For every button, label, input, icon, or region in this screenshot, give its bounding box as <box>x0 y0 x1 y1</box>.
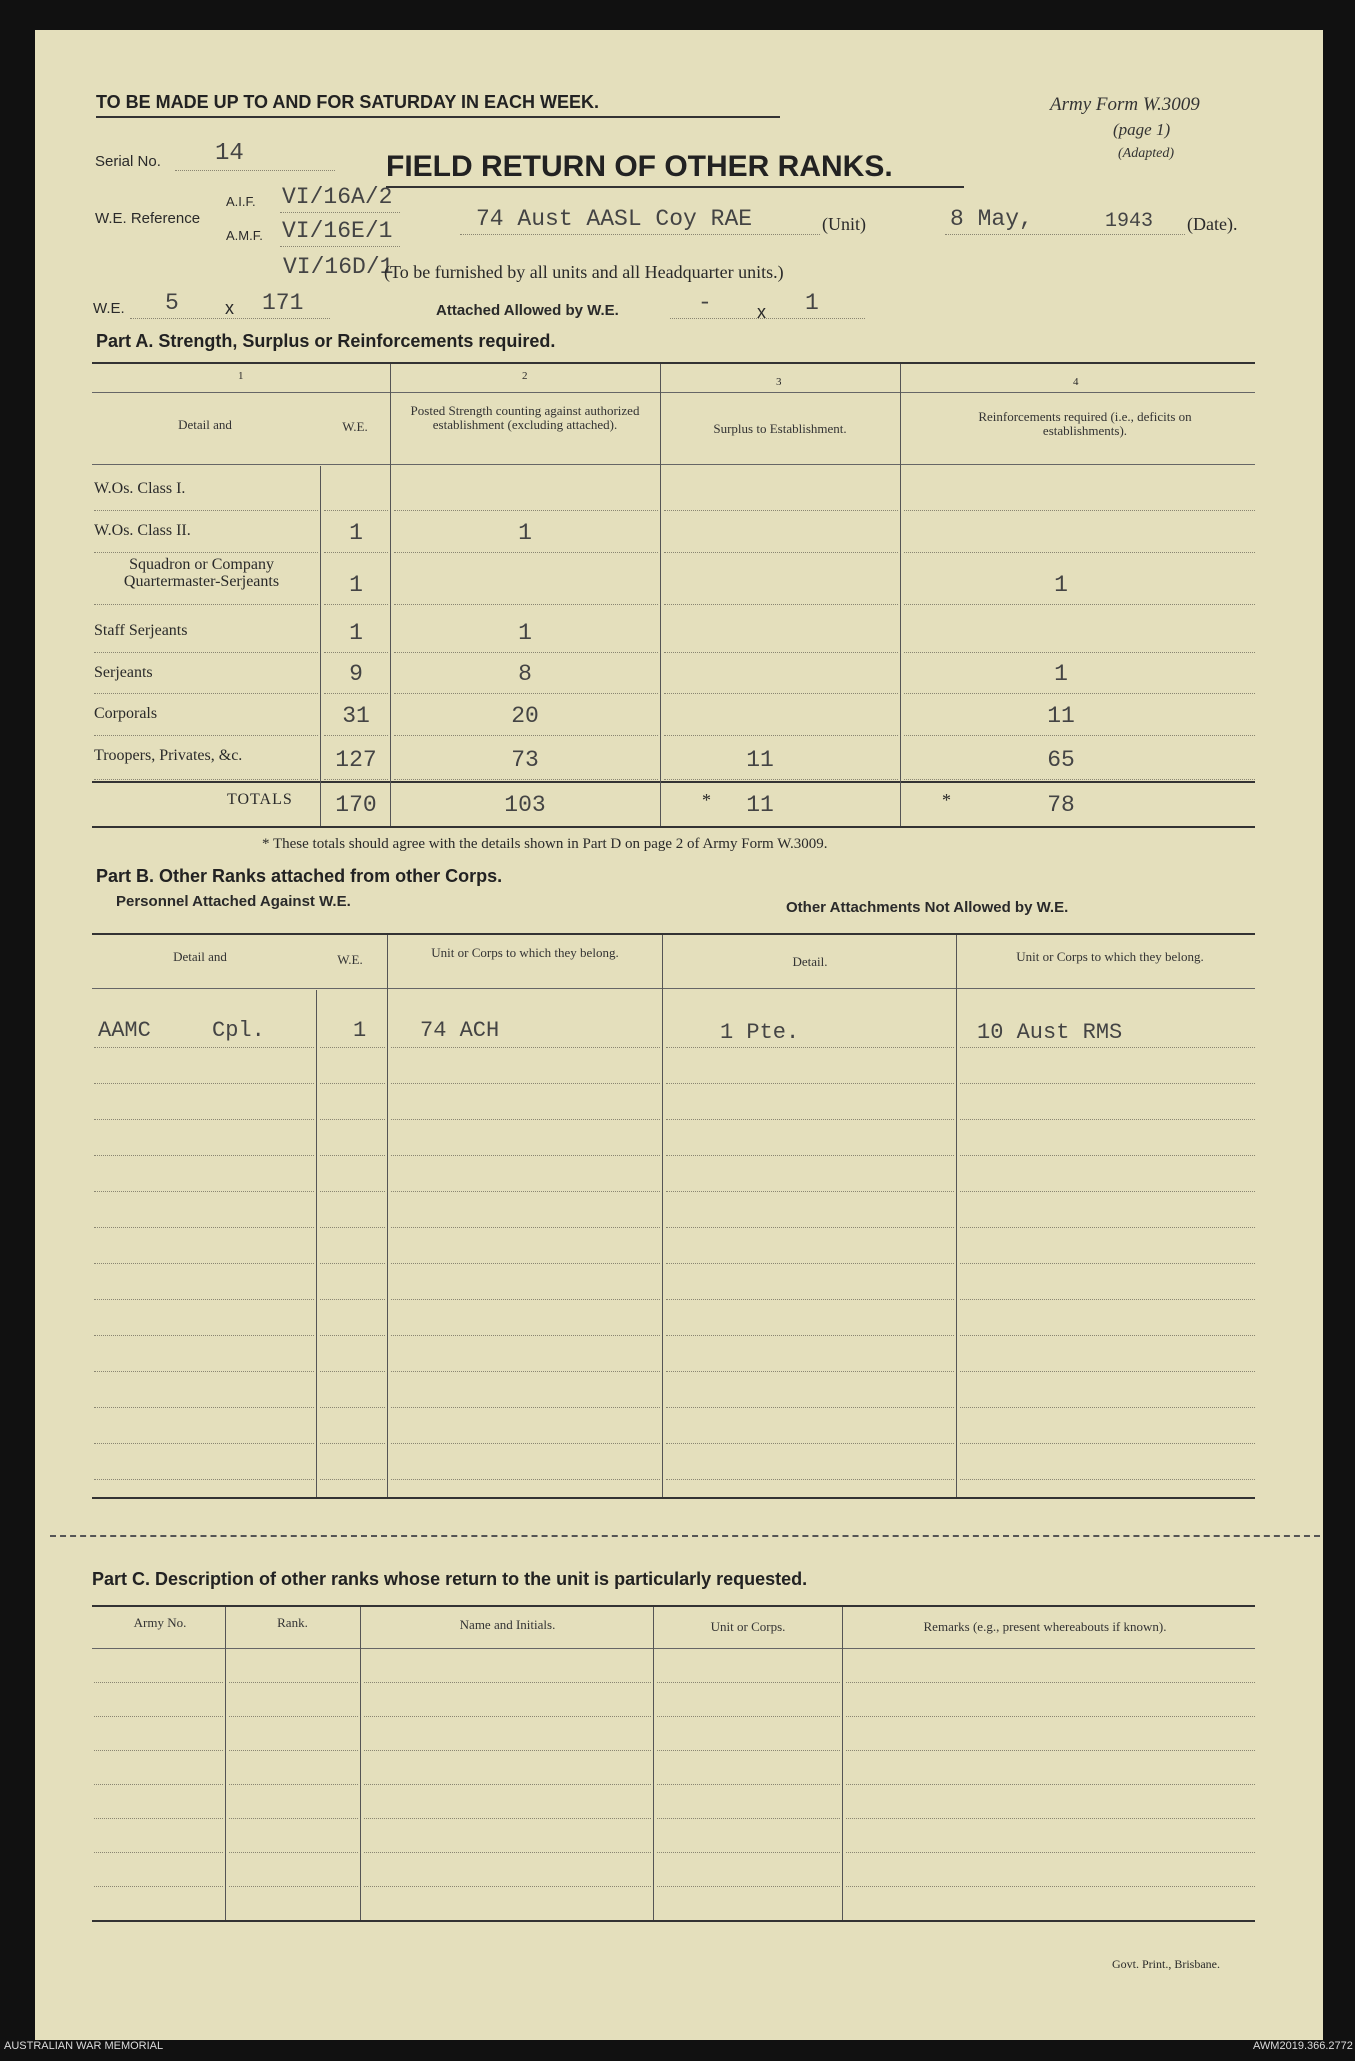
amf-value: VI/16E/1 <box>282 218 393 244</box>
part-b-row-line <box>960 1227 1255 1228</box>
c-header-remarks: Remarks (e.g., present whereabouts if known). <box>923 1619 1167 1634</box>
part-c-row-line <box>364 1750 651 1751</box>
part-a-row-line <box>664 779 898 780</box>
part-a-cell-we: 1 <box>349 520 363 546</box>
part-c-row-line <box>94 1886 223 1887</box>
part-b-row-line <box>666 1335 954 1336</box>
part-c-row-line <box>364 1682 651 1683</box>
part-c-row-line <box>846 1716 1255 1717</box>
part-a-row-line <box>904 779 1255 780</box>
part-b-row-line <box>94 1263 314 1264</box>
part-b-row-line <box>391 1119 660 1120</box>
part-a-row-line <box>394 604 658 605</box>
part-b-row-line <box>94 1047 314 1048</box>
part-c-row-line <box>364 1716 651 1717</box>
part-c-row-line <box>364 1886 651 1887</box>
furnish-note: (To be furnished by all units and all Headquarter units.) <box>384 262 784 282</box>
part-b-row-line <box>666 1299 954 1300</box>
part-c-bottom-rule <box>92 1920 1255 1922</box>
printer-imprint: Govt. Print., Brisbane. <box>1112 1957 1220 1971</box>
part-c-div-2 <box>360 1607 361 1920</box>
part-b-row-line <box>320 1407 385 1408</box>
part-a-row-line <box>94 652 318 653</box>
form-title: FIELD RETURN OF OTHER RANKS. <box>386 150 893 183</box>
part-a-cell-reinf: 1 <box>1054 572 1068 598</box>
part-b-row-line <box>666 1155 954 1156</box>
part-a-row-line <box>904 693 1255 694</box>
part-b-row-line <box>960 1371 1255 1372</box>
part-b-row-line <box>320 1227 385 1228</box>
part-b-row-line <box>960 1047 1255 1048</box>
footer-left: AUSTRALIAN WAR MEMORIAL <box>4 2040 164 2052</box>
part-b-row-line <box>94 1371 314 1372</box>
part-b-row-line <box>320 1479 385 1480</box>
part-b-row-line <box>960 1299 1255 1300</box>
part-a-row-line <box>94 552 318 553</box>
part-a-row-line <box>394 510 658 511</box>
part-c-row-line <box>94 1716 223 1717</box>
b-entry-corps: AAMC <box>98 1018 151 1043</box>
part-b-row-line <box>94 1299 314 1300</box>
part-b-div-1 <box>316 990 317 1497</box>
unit-line <box>460 234 820 235</box>
form-name: Army Form W.3009 <box>1050 94 1200 115</box>
part-b-row-line <box>960 1407 1255 1408</box>
part-c-row-line <box>657 1818 840 1819</box>
part-b-row-line <box>94 1407 314 1408</box>
instruction-heading: TO BE MADE UP TO AND FOR SATURDAY IN EACH WEEK. <box>96 92 600 112</box>
serial-label: Serial No. <box>95 153 161 170</box>
part-b-row-line <box>391 1047 660 1048</box>
part-a-row-line <box>394 652 658 653</box>
part-b-row-line <box>94 1083 314 1084</box>
part-a-row-label: Corporals <box>94 705 158 722</box>
aif-line <box>280 212 400 213</box>
part-a-row-label: Squadron or Company Quartermaster-Serjeants <box>123 556 280 590</box>
part-a-cell-posted: 1 <box>518 520 532 546</box>
header-posted: Posted Strength counting against authorized establishment (excluding attached). <box>410 403 640 432</box>
part-c-row-line <box>364 1852 651 1853</box>
totals-label: TOTALS <box>227 791 293 808</box>
part-c-row-line <box>846 1818 1255 1819</box>
attached-value-a: - <box>698 290 712 316</box>
part-b-row-line <box>960 1479 1255 1480</box>
totals-star-3: * <box>702 790 711 810</box>
part-a-row-line <box>904 552 1255 553</box>
part-c-header-rule <box>92 1648 1255 1649</box>
part-a-cell-posted: 8 <box>518 661 532 687</box>
part-b-title: Part B. Other Ranks attached from other Corps. <box>96 866 503 886</box>
part-b-row-line <box>391 1479 660 1480</box>
part-b-row-line <box>94 1155 314 1156</box>
part-a-totals-rule <box>92 781 1255 783</box>
part-b-row-line <box>391 1299 660 1300</box>
b-entry-detail: 1 Pte. <box>720 1020 800 1045</box>
part-b-row-line <box>94 1479 314 1480</box>
unit-value: 74 Aust AASL Coy RAE <box>476 206 753 232</box>
part-c-row-line <box>846 1784 1255 1785</box>
attached-label: Attached Allowed by W.E. <box>436 302 619 319</box>
part-c-row-line <box>846 1886 1255 1887</box>
part-b-row-line <box>391 1263 660 1264</box>
col-num-2: 2 <box>522 370 528 382</box>
part-a-row-line <box>664 735 898 736</box>
part-b-row-line <box>320 1047 385 1048</box>
part-c-row-line <box>657 1716 840 1717</box>
part-a-header-rule <box>92 464 1255 465</box>
part-a-row-line <box>324 604 388 605</box>
part-a-cell-we: 127 <box>335 747 377 773</box>
b-header-detail2: Detail. <box>792 954 828 969</box>
part-b-row-line <box>391 1407 660 1408</box>
b-header-we: W.E. <box>337 952 363 967</box>
attached-x: x <box>757 302 766 322</box>
date-day: 8 May, <box>950 206 1033 232</box>
part-a-row-line <box>94 693 318 694</box>
part-b-row-line <box>960 1443 1255 1444</box>
part-c-row-line <box>94 1818 223 1819</box>
part-b-right-subtitle: Other Attachments Not Allowed by W.E. <box>786 899 1069 916</box>
part-c-row-line <box>229 1886 358 1887</box>
amf-line <box>280 246 400 247</box>
part-a-row-label: W.Os. Class I. <box>94 480 186 497</box>
header-we: W.E. <box>342 419 368 434</box>
part-a-row-line <box>664 693 898 694</box>
part-b-row-line <box>666 1083 954 1084</box>
b-header-detail: Detail and <box>173 949 227 964</box>
part-c-row-line <box>657 1682 840 1683</box>
part-a-row-line <box>664 552 898 553</box>
part-c-row-line <box>94 1750 223 1751</box>
part-a-cell-posted: 1 <box>518 620 532 646</box>
part-b-row-line <box>666 1191 954 1192</box>
we-extra-value: VI/16D/1 <box>283 254 394 280</box>
we-value-b: 171 <box>262 290 304 316</box>
adapted-label: (Adapted) <box>1118 146 1174 161</box>
part-c-row-line <box>846 1750 1255 1751</box>
totals-surplus: 11 <box>746 792 774 818</box>
part-c-row-line <box>229 1750 358 1751</box>
part-a-cell-reinf: 11 <box>1047 703 1075 729</box>
part-b-div-4 <box>956 935 957 1497</box>
part-b-row-line <box>320 1371 385 1372</box>
part-b-row-line <box>94 1119 314 1120</box>
part-c-row-line <box>846 1852 1255 1853</box>
part-b-row-line <box>960 1119 1255 1120</box>
part-a-row-line <box>904 652 1255 653</box>
part-c-row-line <box>364 1784 651 1785</box>
aif-value: VI/16A/2 <box>282 184 393 210</box>
part-c-row-line <box>94 1682 223 1683</box>
part-b-row-line <box>666 1227 954 1228</box>
part-b-top-rule <box>92 933 1255 935</box>
c-header-army-no: Army No. <box>133 1615 187 1630</box>
part-b-div-2 <box>387 935 388 1497</box>
part-a-cell-we: 1 <box>349 572 363 598</box>
serial-value: 14 <box>215 140 244 167</box>
part-b-row-line <box>666 1371 954 1372</box>
header-detail: Detail and <box>178 417 232 432</box>
part-a-row-line <box>324 779 388 780</box>
tear-line <box>50 1535 1320 1537</box>
totals-we: 170 <box>335 792 377 818</box>
part-b-row-line <box>320 1083 385 1084</box>
part-a-cell-posted: 20 <box>511 703 539 729</box>
part-a-row-line <box>394 735 658 736</box>
part-a-div-4 <box>900 364 901 826</box>
part-b-row-line <box>320 1191 385 1192</box>
col-num-4: 4 <box>1073 376 1079 388</box>
part-b-row-line <box>666 1119 954 1120</box>
part-c-row-line <box>229 1852 358 1853</box>
part-b-row-line <box>94 1191 314 1192</box>
part-b-row-line <box>960 1191 1255 1192</box>
part-b-row-line <box>320 1155 385 1156</box>
part-b-row-line <box>960 1083 1255 1084</box>
part-c-div-4 <box>842 1607 843 1920</box>
col-num-1: 1 <box>238 370 244 382</box>
part-c-row-line <box>94 1784 223 1785</box>
part-b-row-line <box>391 1083 660 1084</box>
part-a-colnum-rule <box>92 392 1255 393</box>
part-c-row-line <box>657 1784 840 1785</box>
totals-note: * These totals should agree with the details shown in Part D on page 2 of Army Form W.3009. <box>262 836 828 852</box>
instruction-underline <box>96 116 780 118</box>
part-a-div-2 <box>390 364 391 826</box>
part-c-row-line <box>657 1852 840 1853</box>
part-b-row-line <box>94 1227 314 1228</box>
footer-right: AWM2019.366.2772 <box>1253 2040 1353 2052</box>
b-header-unit: Unit or Corps to which they belong. <box>431 945 619 960</box>
part-c-row-line <box>364 1818 651 1819</box>
serial-line <box>175 170 335 171</box>
part-a-row-line <box>324 693 388 694</box>
part-c-title: Part C. Description of other ranks whose return to the unit is particularly requested. <box>92 1569 808 1589</box>
page-indicator: (page 1) <box>1113 120 1171 139</box>
part-a-row-line <box>664 510 898 511</box>
part-c-row-line <box>229 1784 358 1785</box>
title-underline <box>386 186 964 188</box>
part-b-row-line <box>391 1191 660 1192</box>
part-a-div-we <box>320 466 321 826</box>
we-line <box>130 318 330 319</box>
c-header-name: Name and Initials. <box>459 1617 556 1632</box>
part-b-row-line <box>391 1443 660 1444</box>
col-num-3: 3 <box>776 376 782 388</box>
part-a-bottom-rule <box>92 826 1255 828</box>
part-b-row-line <box>960 1335 1255 1336</box>
part-b-left-subtitle: Personnel Attached Against W.E. <box>116 893 351 910</box>
part-a-row-line <box>94 604 318 605</box>
part-b-row-line <box>391 1227 660 1228</box>
attached-value-b: 1 <box>805 290 819 316</box>
part-b-row-line <box>666 1479 954 1480</box>
part-a-row-line <box>664 604 898 605</box>
part-a-cell-we: 31 <box>342 703 370 729</box>
we-value-a: 5 <box>165 290 179 316</box>
date-line <box>945 234 1185 235</box>
part-a-row-line <box>94 510 318 511</box>
part-a-row-line <box>324 552 388 553</box>
part-a-row-line <box>664 652 898 653</box>
unit-label: (Unit) <box>822 214 866 234</box>
part-a-row-label: W.Os. Class II. <box>94 522 191 539</box>
part-a-row-line <box>94 779 318 780</box>
part-a-row-label: Serjeants <box>94 664 153 681</box>
part-c-row-line <box>94 1852 223 1853</box>
part-a-cell-we: 9 <box>349 661 363 687</box>
b-entry-unit2: 10 Aust RMS <box>977 1020 1123 1045</box>
c-header-rank: Rank. <box>277 1615 308 1630</box>
c-header-unit: Unit or Corps. <box>710 1619 786 1634</box>
part-a-row-label: Staff Serjeants <box>94 622 188 639</box>
part-b-row-line <box>391 1335 660 1336</box>
part-c-row-line <box>657 1750 840 1751</box>
part-b-row-line <box>320 1263 385 1264</box>
totals-posted: 103 <box>504 792 546 818</box>
part-c-row-line <box>229 1716 358 1717</box>
part-b-bottom-rule <box>92 1497 1255 1499</box>
b-entry-unit: 74 ACH <box>420 1018 500 1043</box>
part-a-row-line <box>394 552 658 553</box>
part-b-row-line <box>320 1443 385 1444</box>
part-b-row-line <box>666 1443 954 1444</box>
part-a-cell-we: 1 <box>349 620 363 646</box>
part-b-row-line <box>666 1263 954 1264</box>
part-a-div-3 <box>660 364 661 826</box>
part-b-row-line <box>960 1263 1255 1264</box>
part-b-div-3 <box>662 935 663 1497</box>
part-b-row-line <box>94 1335 314 1336</box>
we-x: x <box>225 298 234 318</box>
part-b-row-line <box>666 1047 954 1048</box>
header-surplus: Surplus to Establishment. <box>713 421 847 436</box>
part-a-row-line <box>394 693 658 694</box>
part-a-row-line <box>394 779 658 780</box>
b-header-unit2: Unit or Corps to which they belong. <box>1016 949 1204 964</box>
part-b-header-rule <box>92 988 1255 989</box>
we-reference-label: W.E. Reference <box>95 210 201 227</box>
part-a-cell-surplus: 11 <box>746 747 774 773</box>
aif-label: A.I.F. <box>226 194 256 209</box>
date-year: 1943 <box>1105 210 1154 233</box>
part-a-row-line <box>324 735 388 736</box>
part-a-row-label: Troopers, Privates, &c. <box>94 747 243 764</box>
part-c-div-1 <box>225 1607 226 1920</box>
b-entry-we: 1 <box>353 1018 367 1043</box>
part-a-cell-reinf: 65 <box>1047 747 1075 773</box>
part-c-div-3 <box>653 1607 654 1920</box>
part-a-row-line <box>94 735 318 736</box>
part-c-row-line <box>229 1682 358 1683</box>
part-a-row-line <box>904 735 1255 736</box>
part-b-row-line <box>666 1407 954 1408</box>
part-b-row-line <box>391 1371 660 1372</box>
part-a-cell-reinf: 1 <box>1054 661 1068 687</box>
b-entry-rank: Cpl. <box>212 1018 265 1043</box>
date-label: (Date). <box>1187 214 1238 234</box>
part-a-row-line <box>904 604 1255 605</box>
part-a-cell-posted: 73 <box>511 747 539 773</box>
part-a-row-line <box>904 510 1255 511</box>
part-b-row-line <box>320 1299 385 1300</box>
part-a-title: Part A. Strength, Surplus or Reinforcements required. <box>96 331 556 351</box>
totals-reinf: 78 <box>1047 792 1075 818</box>
part-a-row-line <box>324 652 388 653</box>
we-label: W.E. <box>93 300 125 317</box>
totals-star-4: * <box>942 790 951 810</box>
part-a-row-line <box>324 510 388 511</box>
part-a-top-rule <box>92 362 1255 364</box>
part-c-row-line <box>657 1886 840 1887</box>
part-c-row-line <box>229 1818 358 1819</box>
amf-label: A.M.F. <box>226 228 263 243</box>
attached-line <box>670 318 865 319</box>
part-c-top-rule <box>92 1605 1255 1607</box>
header-reinf: Reinforcements required (i.e., deficits on establishments). <box>978 409 1192 438</box>
part-b-row-line <box>320 1335 385 1336</box>
part-b-row-line <box>94 1443 314 1444</box>
part-b-row-line <box>320 1119 385 1120</box>
part-c-row-line <box>846 1682 1255 1683</box>
part-b-row-line <box>960 1155 1255 1156</box>
part-b-row-line <box>391 1155 660 1156</box>
